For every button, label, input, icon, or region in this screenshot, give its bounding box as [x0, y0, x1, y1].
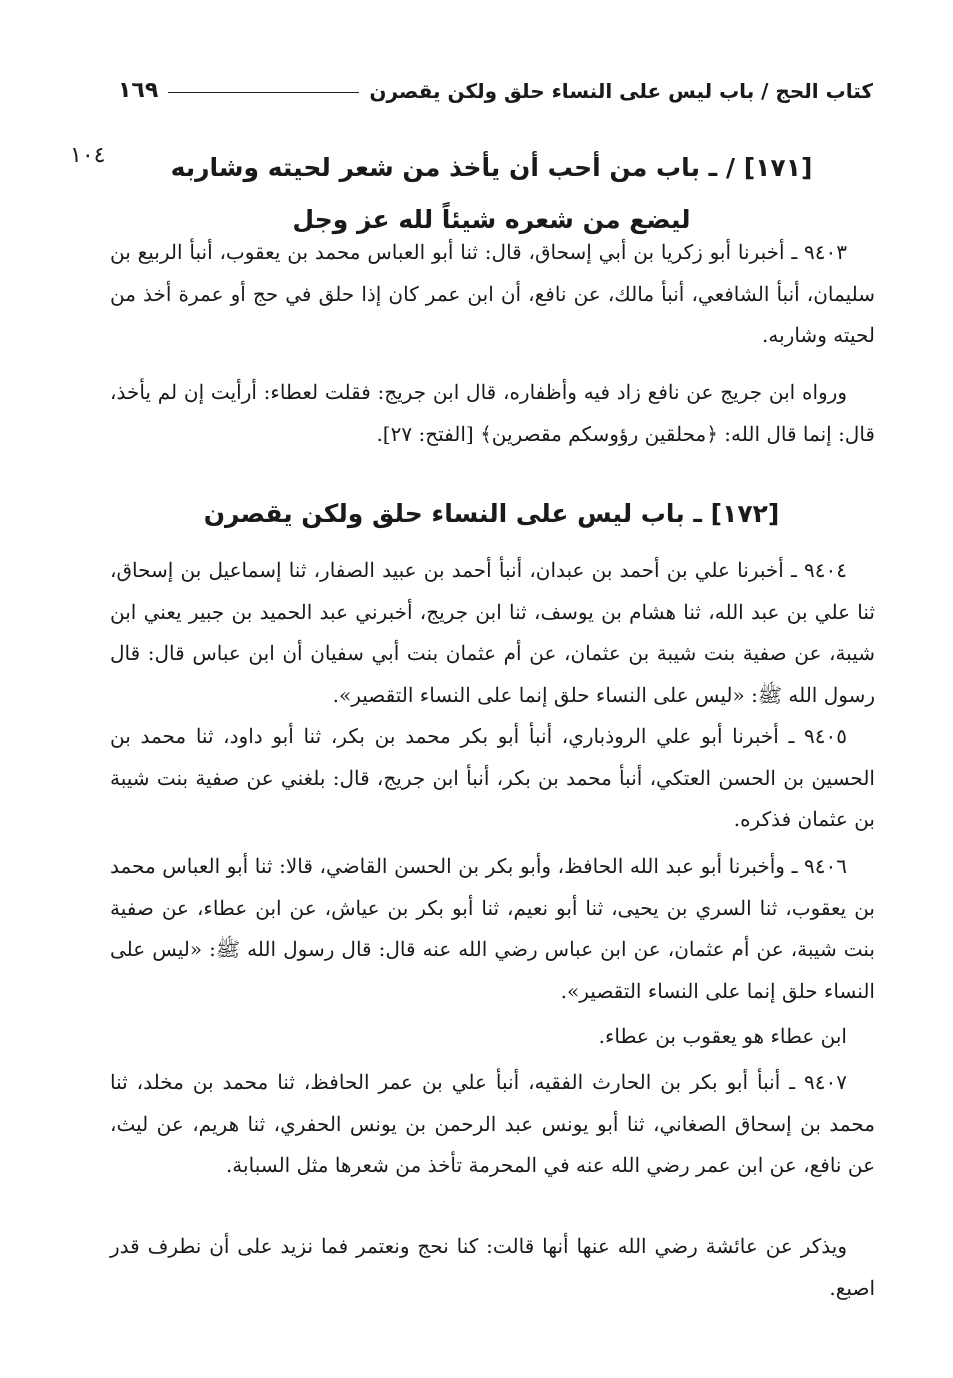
hadith-9404: ٩٤٠٤ ـ أخبرنا علي بن أحمد بن عبدان، أنبأ أحمد بن عبيد الصفار، ثنا إسماعيل بن إسحاق، ثنا علي بن عبد الله، ثنا هشام بن يوسف، ثنا ابن جريج، أخبرني عبد الحميد بن جبير يعني ابن شيبة، عن صفية بنت شيبة بن عثمان، عن أم عثمان بنت أبي سفيان أن ابن عباس قال: قال رسول الله ﷺ: «ليس على النساء حلق إنما على النساء التقصير».	[110, 558, 875, 707]
chapter-title-171-line2: ليضع من شعره شيئاً لله عز وجل	[292, 205, 691, 234]
narration-ibn-jurayj: ورواه ابن جريج عن نافع زاد فيه وأظفاره، قال ابن جريج: فقلت لعطاء: أرأيت إن لم يأخذ، قال: إنما قال الله: ﴿محلقين رؤوسكم مقصرين﴾ [الفتح: ٢٧].	[110, 380, 875, 446]
margin-page-reference: ١٠٤	[70, 143, 106, 168]
header-rule	[168, 92, 359, 93]
running-title: كتاب الحج / باب ليس على النساء حلق ولكن يقصرن	[369, 78, 873, 103]
running-header	[118, 78, 873, 103]
hadith-9403: ٩٤٠٣ ـ أخبرنا أبو زكريا بن أبي إسحاق، قال: ثنا أبو العباس محمد بن يعقوب، أنبأ الربيع بن سليمان، أنبأ الشافعي، أنبأ مالك، عن نافع، أن ابن عمر كان إذا حلق في حج أو عمرة أخذ من لحيته وشاربه.	[110, 240, 875, 347]
hadith-9405: ٩٤٠٥ ـ أخبرنا أبو علي الروذباري، أنبأ أبو بكر محمد بن بكر، ثنا أبو داود، ثنا محمد بن الحسين بن الحسن العتكي، أنبأ محمد بن بكر، أنبأ ابن جريج، قال: بلغني عن صفية بنت شيبة بن عثمان فذكره.	[110, 724, 875, 831]
narration-aisha: ويذكر عن عائشة رضي الله عنها أنها قالت: كنا نحج ونعتمر فما نزيد على أن نطرف قدر اصبع.	[110, 1234, 875, 1300]
chapter-title-172: [١٧٢] ـ باب ليس على النساء حلق ولكن يقصرن	[203, 499, 780, 528]
chapter-title-171	[110, 142, 873, 246]
page-number: ١٦٩	[118, 78, 159, 103]
hadith-9406: ٩٤٠٦ ـ وأخبرنا أبو عبد الله الحافظ، وأبو بكر بن الحسن القاضي، قالا: ثنا أبو العباس محمد بن يعقوب، ثنا السري بن يحيى، ثنا أبو نعيم، ثنا أبو بكر بن عياش، عن ابن عطاء، عن صفية بنت شيبة، عن أم عثمان، عن ابن عباس رضي الله عنه قال: قال رسول الله ﷺ: «ليس على النساء حلق إنما على النساء التقصير».	[110, 854, 875, 1003]
hadith-9407: ٩٤٠٧ ـ أنبأ أبو بكر بن الحارث الفقيه، أنبأ علي بن عمر الحافظ، ثنا محمد بن مخلد، ثنا محمد بن إسحاق الصغاني، ثنا أبو يونس عبد الرحمن بن يونس الحفري، ثنا هريم، عن ليث، عن نافع، عن ابن عمر رضي الله عنه في المحرمة تأخذ من شعرها مثل السبابة.	[110, 1070, 875, 1177]
chapter-title-171-line1: [١٧١] / ـ باب من أحب أن يأخذ من شعر لحيته وشاربه	[170, 153, 813, 182]
note-ibn-ata: ابن عطاء هو يعقوب بن عطاء.	[598, 1024, 847, 1048]
